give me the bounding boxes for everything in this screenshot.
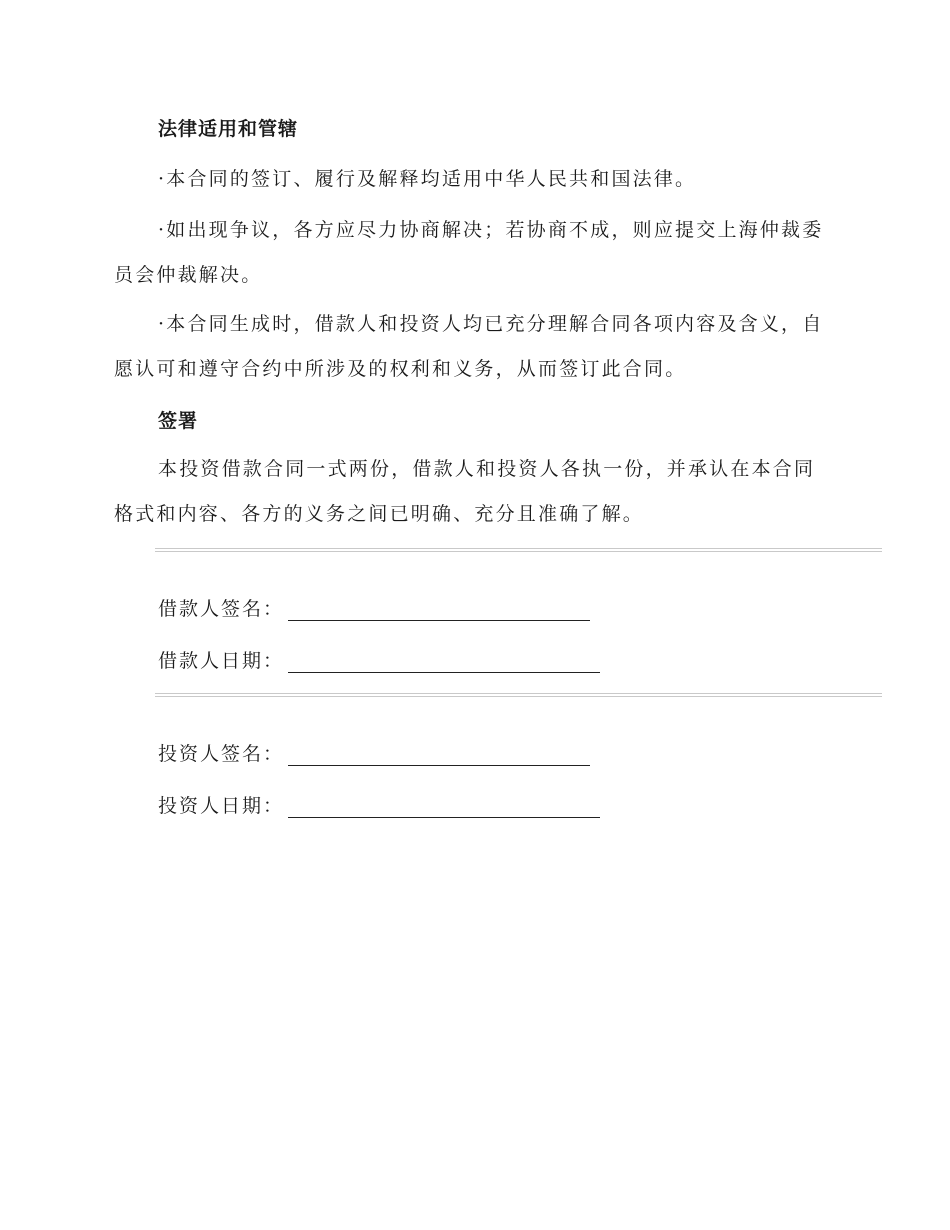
law-clause-3: ·本合同生成时，借款人和投资人均已充分理解合同各项内容及含义，自愿认可和遵守合约中所涉及的权利和义务，从而签订此合同。	[114, 313, 824, 380]
law-clause-1: ·本合同的签订、履行及解释均适用中华人民共和国法律。	[158, 168, 697, 190]
borrower-signature-field[interactable]	[288, 602, 590, 621]
borrower-date-field[interactable]	[288, 654, 600, 673]
investor-date-field[interactable]	[288, 799, 600, 818]
signature-statement: 本投资借款合同一式两份，借款人和投资人各执一份，并承认在本合同格式和内容、各方的义务之间已明确、充分且准确了解。	[114, 458, 816, 525]
investor-signature-row	[158, 739, 590, 766]
borrower-signature-row	[158, 594, 590, 621]
law-clause-2: ·如出现争议，各方应尽力协商解决；若协商不成，则应提交上海仲裁委员会仲裁解决。	[114, 219, 824, 286]
divider-borrower	[155, 548, 882, 552]
borrower-date-row	[158, 646, 600, 673]
signature-section-heading: 签署	[158, 410, 199, 432]
investor-signature-label: 投资人签名：	[158, 743, 285, 765]
law-section-heading: 法律适用和管辖	[158, 118, 299, 140]
divider-investor	[155, 693, 882, 697]
borrower-signature-label: 借款人签名：	[158, 598, 285, 620]
borrower-date-label: 借款人日期：	[158, 650, 285, 672]
investor-date-row	[158, 791, 600, 818]
investor-signature-field[interactable]	[288, 747, 590, 766]
investor-date-label: 投资人日期：	[158, 795, 285, 817]
